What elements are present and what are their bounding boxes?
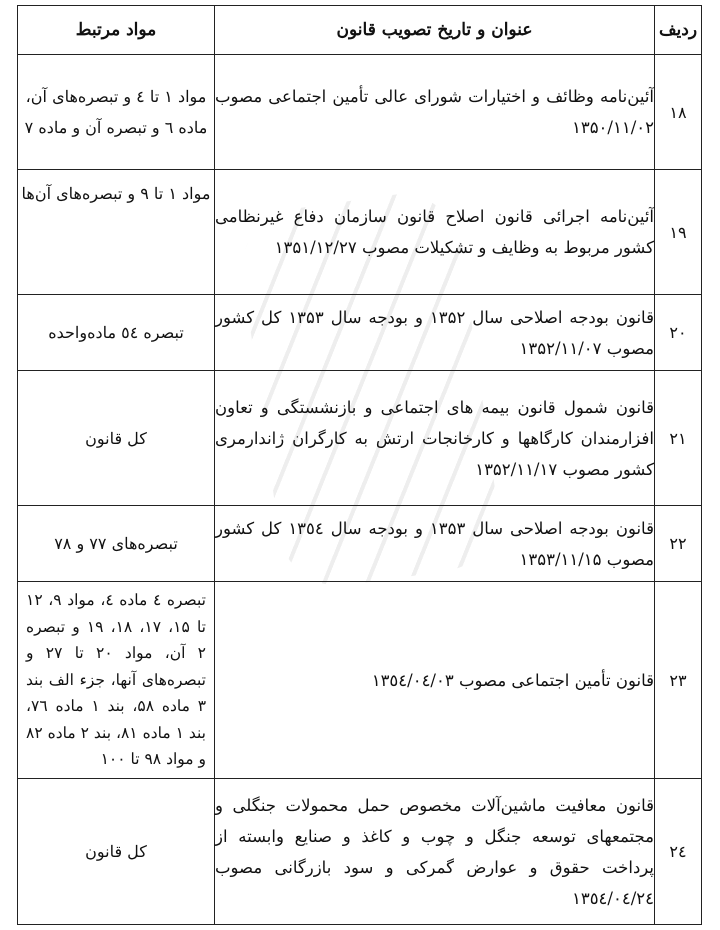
law-title: قانون شمول قانون بیمه های اجتماعی و بازنشستگی و تعاون افزارمندان کارگاهها و کارخانجات ارتش به کارگران ژاندارمری کشور مصوب ۱۳۵۲/۱۱/۱۷: [215, 371, 655, 506]
row-number: ۱۹: [655, 170, 702, 295]
related-articles: کل قانون: [18, 779, 215, 925]
law-title: قانون بودجه اصلاحی سال ۱۳۵۳ و بودجه سال ۱۳٥٤ کل کشور مصوب ۱۳۵۳/۱۱/۱۵: [215, 506, 655, 582]
table-row: [18, 55, 702, 170]
table-row: [18, 779, 702, 925]
related-articles: تبصره ٤ ماده ٤، مواد ۹، ۱۲ تا ۱۵، ۱۷، ۱۸، ۱۹ و تبصره ۲ آن، مواد ۲۰ تا ۲۷ و تبصره‌های آنها، جزء الف بند ۳ ماده ۵۸، بند ۱ ماده ۷٦، بند ۱ ماده ۸۱، بند ۲ ماده ۸۲ و مواد ۹۸ تا ۱۰۰: [18, 582, 215, 779]
law-title: آئین‌نامه اجرائی قانون اصلاح قانون سازمان دفاع غیرنظامی کشور مربوط به وظایف و تشکیلات مصوب ۱۳۵۱/۱۲/۲۷: [215, 170, 655, 295]
law-title: قانون معافیت ماشین‌آلات مخصوص حمل محمولات جنگلی و مجتمعهای توسعه جنگل و چوب و کاغذ و صنایع وابسته از پرداخت حقوق و عوارض گمرکی و سود بازرگانی مصوب ۱۳٥٤/۰٤/۲٤: [215, 779, 655, 925]
table-header-row: [18, 6, 702, 55]
header-articles: مواد مرتبط: [18, 6, 215, 55]
header-title: عنوان و تاریخ تصویب قانون: [215, 6, 655, 55]
table-row: [18, 295, 702, 371]
row-number: ۲۳: [655, 582, 702, 779]
related-articles: مواد ۱ تا ٤ و تبصره‌های آن، ماده ٦ و تبصره آن و ماده ۷: [18, 55, 215, 170]
row-number: ۱۸: [655, 55, 702, 170]
related-articles: کل قانون: [18, 371, 215, 506]
related-articles: تبصره ٥٤ ماده‌واحده: [18, 295, 215, 371]
row-number: ۲۰: [655, 295, 702, 371]
row-number: ۲۲: [655, 506, 702, 582]
law-title: آئین‌نامه وظائف و اختیارات شورای عالی تأمین اجتماعی مصوب ۱۳۵۰/۱۱/۰۲: [215, 55, 655, 170]
table-row: [18, 170, 702, 295]
law-title: قانون بودجه اصلاحی سال ۱۳۵۲ و بودجه سال ۱۳۵۳ کل کشور مصوب ۱۳۵۲/۱۱/۰۷: [215, 295, 655, 371]
related-articles: تبصره‌های ۷۷ و ۷۸: [18, 506, 215, 582]
laws-table: [17, 5, 702, 925]
law-title: قانون تأمین اجتماعی مصوب ۱۳٥٤/۰٤/۰۳: [215, 582, 655, 779]
table-row: [18, 582, 702, 779]
row-number: ۲۱: [655, 371, 702, 506]
table-row: [18, 371, 702, 506]
header-row-no: ردیف: [655, 6, 702, 55]
row-number: ۲٤: [655, 779, 702, 925]
related-articles: مواد ۱ تا ۹ و تبصره‌های آن‌ها: [18, 170, 215, 295]
table-row: [18, 506, 702, 582]
